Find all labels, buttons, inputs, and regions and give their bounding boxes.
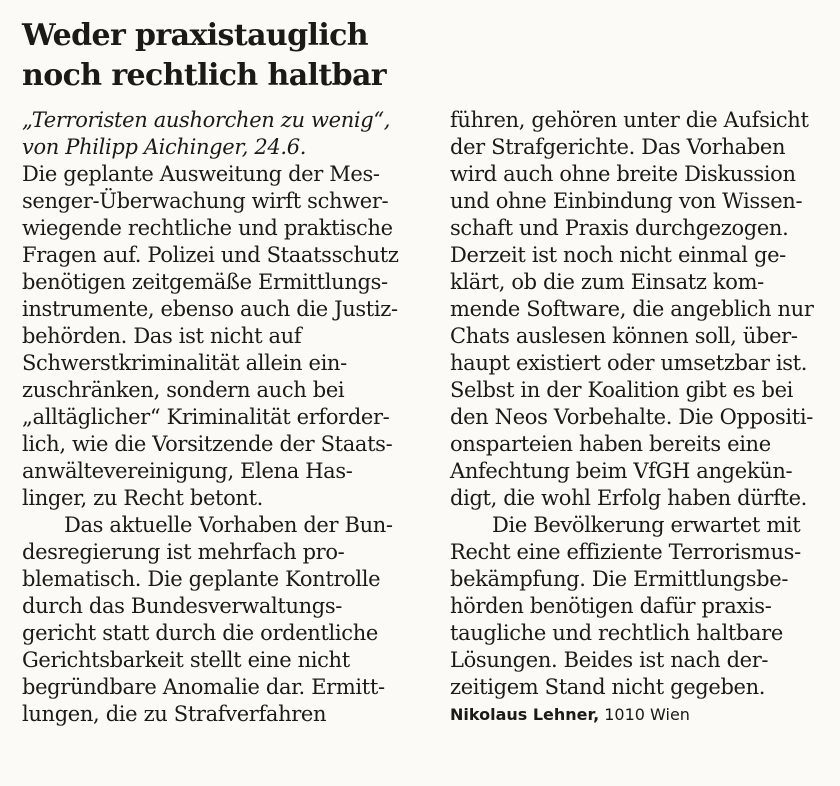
body-line: klärt, ob die zum Einsatz kom- [450, 270, 764, 294]
body-line: linger, zu Recht betont. [22, 486, 264, 510]
left-column [22, 107, 399, 728]
body-line: mende Software, die angeblich nur [450, 297, 814, 321]
headline [22, 16, 442, 96]
body-line: Lösungen. Beides ist nach der- [450, 648, 769, 672]
body-line: benötigen zeitgemäße Ermittlungs- [22, 270, 388, 294]
author-name: Nikolaus Lehner, [450, 705, 600, 724]
body-line: anwältevereinigung, Elena Has- [22, 459, 353, 483]
body-line: taugliche und rechtlich haltbare [450, 621, 783, 645]
body-line: lungen, die zu Strafverfahren [22, 702, 327, 726]
body-line: Das aktuelle Vorhaben der Bun- [64, 513, 393, 537]
body-line: instrumente, ebenso auch die Justiz- [22, 297, 398, 321]
body-line: schaft und Praxis durchgezogen. [450, 216, 789, 240]
body-line: digt, die wohl Erfolg haben dürfte. [450, 486, 807, 510]
body-line: den Neos Vorbehalte. Die Oppositi- [450, 405, 813, 429]
body-line: Gerichtsbarkeit stellt eine nicht [22, 648, 350, 672]
body-line: Schwerstkriminalität allein ein- [22, 351, 347, 375]
body-line: onsparteien haben bereits eine [450, 432, 771, 456]
body-line: senger-Überwachung wirft schwer- [22, 189, 389, 213]
reference-line: von Philipp Aichinger, 24.6. [22, 135, 307, 159]
body-line: behörden. Das ist nicht auf [22, 324, 302, 348]
body-line: Fragen auf. Polizei und Staatsschutz [22, 243, 399, 267]
body-line: zeitigem Stand nicht gegeben. [450, 675, 766, 699]
body-line: lich, wie die Vorsitzende der Staats- [22, 432, 393, 456]
body-line: führen, gehören unter die Aufsicht [450, 108, 809, 132]
body-line: Chats auslesen können soll, über- [450, 324, 798, 348]
body-line: Anfechtung beim VfGH angekün- [450, 459, 793, 483]
headline-line: Weder praxistauglich [22, 18, 368, 53]
body-line: Derzeit ist noch nicht einmal ge- [450, 243, 786, 267]
body-line: wiegende rechtliche und praktische [22, 216, 393, 240]
author-location: 1010 Wien [604, 705, 690, 724]
signature [450, 701, 820, 728]
body-line: gericht statt durch die ordentliche [22, 621, 378, 645]
reference-line: „Terroristen aushorchen zu wenig“, [22, 108, 391, 132]
right-column [450, 107, 820, 728]
body-line: durch das Bundesverwaltungs- [22, 594, 343, 618]
headline-line: noch rechtlich haltbar [22, 58, 387, 93]
body-line: Recht eine effiziente Terrorismus- [450, 540, 801, 564]
body-line: zuschränken, sondern auch bei [22, 378, 345, 402]
body-line: Die Bevölkerung erwartet mit [492, 513, 801, 537]
body-line: „alltäglicher“ Kriminalität erforder- [22, 405, 390, 429]
body-line: der Strafgerichte. Das Vorhaben [450, 135, 786, 159]
body-line: bekämpfung. Die Ermittlungsbe- [450, 567, 789, 591]
body-line: desregierung ist mehrfach pro- [22, 540, 345, 564]
body-line: hörden benötigen dafür praxis- [450, 594, 772, 618]
body-line: haupt existiert oder umsetzbar ist. [450, 351, 808, 375]
body-line: blematisch. Die geplante Kontrolle [22, 567, 381, 591]
body-line: begründbare Anomalie dar. Ermitt- [22, 675, 385, 699]
body-line: und ohne Einbindung von Wissen- [450, 189, 803, 213]
body-line: Die geplante Ausweitung der Mes- [22, 162, 380, 186]
body-line: wird auch ohne breite Diskussion [450, 162, 796, 186]
body-line: Selbst in der Koalition gibt es bei [450, 378, 794, 402]
